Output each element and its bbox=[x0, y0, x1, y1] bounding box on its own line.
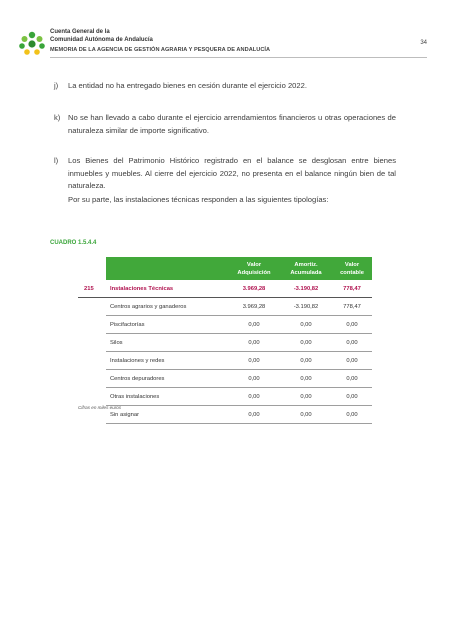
paragraph-j bbox=[54, 80, 396, 93]
row-book-value: 778,47 bbox=[332, 280, 372, 298]
andalucia-logo-icon bbox=[18, 30, 46, 58]
row-acquisition: 0,00 bbox=[228, 316, 280, 334]
row-book-value: 0,00 bbox=[332, 334, 372, 352]
table-header-row bbox=[78, 257, 372, 280]
table-row bbox=[78, 352, 372, 370]
table-footnote: Cifras en miles euros bbox=[78, 405, 122, 410]
table-row bbox=[78, 316, 372, 334]
row-amortization: 0,00 bbox=[280, 316, 332, 334]
paragraph-text: La entidad no ha entregado bienes en cesión durante el ejercicio 2022. bbox=[68, 81, 307, 90]
row-acquisition: 3.969,28 bbox=[228, 298, 280, 316]
row-amortization: 0,00 bbox=[280, 406, 332, 424]
table-row bbox=[78, 388, 372, 406]
row-amortization: -3.190,82 bbox=[280, 298, 332, 316]
paragraph-label: k) bbox=[54, 113, 61, 122]
row-concept: Otras instalaciones bbox=[106, 388, 228, 406]
row-code: 215 bbox=[78, 280, 106, 298]
table-row bbox=[78, 298, 372, 316]
row-amortization: 0,00 bbox=[280, 370, 332, 388]
table-row bbox=[78, 406, 372, 424]
header-cell-amortization: Amortiz. Acumulada bbox=[280, 257, 332, 280]
row-concept: Instalaciones y redes bbox=[106, 352, 228, 370]
row-acquisition: 0,00 bbox=[228, 370, 280, 388]
table-caption: CUADRO 1.5.4.4 bbox=[50, 240, 97, 246]
row-book-value: 0,00 bbox=[332, 388, 372, 406]
table-row bbox=[78, 370, 372, 388]
row-concept: Centros agrarios y ganaderos bbox=[106, 298, 228, 316]
organization-line-2: Comunidad Autónoma de Andalucía bbox=[50, 36, 153, 43]
table-row bbox=[78, 334, 372, 352]
paragraph-label: l) bbox=[54, 156, 59, 165]
paragraph-k bbox=[54, 112, 396, 137]
row-concept: Centros depuradores bbox=[106, 370, 228, 388]
header-cell-concept bbox=[106, 257, 228, 280]
organization-name bbox=[50, 29, 153, 44]
page-number: 34 bbox=[420, 40, 427, 46]
paragraph-continuation bbox=[68, 194, 396, 207]
header-cell-book-value: Valor contable bbox=[332, 257, 372, 280]
row-concept: Piscifactorías bbox=[106, 316, 228, 334]
row-concept: Sin asignar bbox=[106, 406, 228, 424]
row-acquisition: 0,00 bbox=[228, 406, 280, 424]
row-acquisition: 0,00 bbox=[228, 352, 280, 370]
paragraph-text: No se han llevado a cabo durante el ejercicio arrendamientos financieros u otras operaciones de naturaleza similar de importe significativo. bbox=[68, 113, 396, 135]
paragraph-text: Por su parte, las instalaciones técnicas responden a las siguientes tipologías: bbox=[68, 195, 329, 204]
row-concept: Silos bbox=[106, 334, 228, 352]
row-acquisition: 0,00 bbox=[228, 388, 280, 406]
row-book-value: 0,00 bbox=[332, 406, 372, 424]
header-divider bbox=[50, 57, 427, 58]
row-acquisition: 0,00 bbox=[228, 334, 280, 352]
row-concept: Instalaciones Técnicas bbox=[106, 280, 228, 298]
installations-table bbox=[78, 257, 372, 424]
paragraph-label: j) bbox=[54, 81, 59, 90]
row-amortization: 0,00 bbox=[280, 334, 332, 352]
row-book-value: 0,00 bbox=[332, 352, 372, 370]
paragraph-l bbox=[54, 155, 396, 193]
row-book-value: 778,47 bbox=[332, 298, 372, 316]
row-amortization: -3.190,82 bbox=[280, 280, 332, 298]
table-row-total bbox=[78, 280, 372, 298]
paragraph-text: Los Bienes del Patrimonio Histórico registrado en el balance se desglosan entre bienes inmuebles y muebles. Al cierre del ejercicio 2022, no presenta en el balance ningún bien de tal naturaleza. bbox=[68, 156, 396, 190]
row-book-value: 0,00 bbox=[332, 370, 372, 388]
row-book-value: 0,00 bbox=[332, 316, 372, 334]
document-subtitle: MEMORIA DE LA AGENCIA DE GESTIÓN AGRARIA Y PESQUERA DE ANDALUCÍA bbox=[50, 47, 271, 53]
row-amortization: 0,00 bbox=[280, 388, 332, 406]
header-cell-acquisition: Valor Adquisición bbox=[228, 257, 280, 280]
row-amortization: 0,00 bbox=[280, 352, 332, 370]
organization-line-1: Cuenta General de la bbox=[50, 29, 110, 35]
header-cell-code bbox=[78, 257, 106, 280]
row-acquisition: 3.969,28 bbox=[228, 280, 280, 298]
